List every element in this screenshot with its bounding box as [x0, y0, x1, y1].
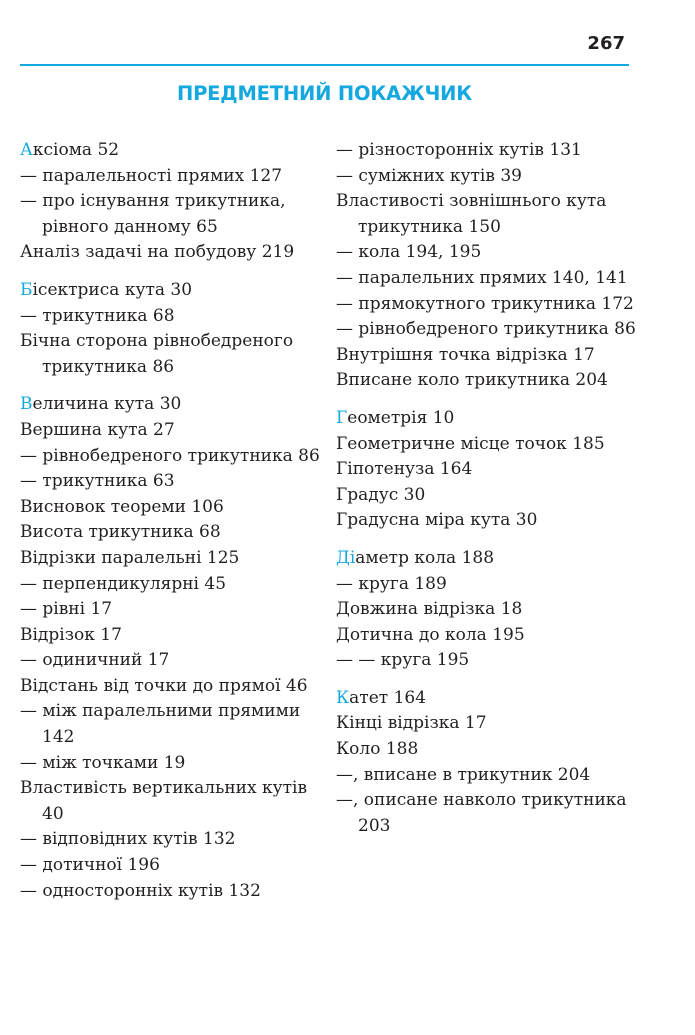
index-entry [336, 266, 646, 292]
index-entry-text: аметр кола 188 [355, 547, 495, 568]
index-entry-text: Вписане коло трикутника 204 [336, 370, 608, 391]
index-entry-text: Бічна сторона рівнобедреного трикутника 86 [20, 331, 294, 377]
header-rule [20, 64, 629, 66]
index-entry [336, 483, 646, 509]
index-entry [336, 368, 646, 394]
section-initial-letter: К [336, 687, 350, 708]
index-entry [20, 879, 320, 905]
index-entry-text: еличина кута 30 [32, 394, 182, 415]
index-entry-text: — трикутника 68 [20, 305, 175, 326]
index-entry-text: — перпендикулярні 45 [20, 573, 227, 594]
index-entry [336, 317, 646, 343]
section-initial-letter: В [20, 394, 33, 415]
index-entry [336, 711, 646, 737]
index-entry-text: Відрізок 17 [20, 624, 122, 645]
index-column-left [20, 138, 320, 904]
section-initial-letter: Г [336, 407, 348, 428]
index-entry-text: — трикутника 63 [20, 471, 175, 492]
section-initial-letter: А [20, 140, 33, 160]
index-entry [20, 597, 320, 623]
index-entry [336, 648, 646, 674]
index-entry [336, 292, 646, 318]
index-entry [336, 788, 646, 839]
index-entry-text: ісектриса кута 30 [32, 279, 193, 300]
index-entry-text: Кінці відрізка 17 [336, 713, 487, 734]
index-entry-text: — кола 194, 195 [336, 242, 482, 263]
index-entry [20, 495, 320, 521]
index-entry-text: ксіома 52 [32, 140, 120, 160]
index-entry-text: Внутрішня точка відрізка 17 [336, 344, 595, 365]
index-entry [20, 853, 320, 879]
index-entry [336, 189, 646, 240]
index-entry-text: атет 164 [349, 687, 427, 708]
index-entry [20, 827, 320, 853]
index-entry-text: Відрізки паралельні 125 [20, 547, 240, 568]
index-entry-text: — односторонніх кутів 132 [20, 880, 261, 901]
index-entry [20, 546, 320, 572]
index-entry [20, 392, 320, 418]
index-entry-text: — про існування трикутника, рівного данному 65 [20, 191, 286, 237]
index-entry-text: Висота трикутника 68 [20, 522, 221, 543]
index-entry [20, 164, 320, 190]
index-entry [20, 751, 320, 777]
index-entry-text: Довжина відрізка 18 [336, 599, 523, 620]
index-entry-text: Аналіз задачі на побудову 219 [20, 242, 295, 263]
index-entry-text: — суміжних кутів 39 [336, 165, 522, 186]
index-entry-text: — між паралельними прямими 142 [20, 701, 301, 748]
index-entry-text: — паралельних прямих 140, 141 [336, 267, 628, 288]
index-entry [336, 508, 646, 534]
index-entry [336, 572, 646, 598]
index-entry-text: — рівні 17 [20, 599, 113, 620]
index-entry-text: — одиничний 17 [20, 650, 170, 671]
page-number: 267 [587, 33, 625, 54]
index-entry-text: Властивості зовнішнього кута трикутника 150 [336, 191, 607, 237]
index-entry-text: Коло 188 [336, 739, 419, 760]
index-entry-text: — дотичної 196 [20, 855, 160, 876]
index-entry-text: — круга 189 [336, 573, 447, 594]
index-entry [336, 623, 646, 649]
index-entry-text: —, вписане в трикутник 204 [336, 764, 591, 785]
index-entry [20, 776, 320, 827]
section-initial-letter: Б [20, 279, 33, 300]
index-entry-text: — паралельності прямих 127 [20, 165, 283, 186]
index-entry [20, 520, 320, 546]
index-entry-text: Властивість вертикальних кутів 40 [20, 778, 308, 824]
index-entry-text: — — круга 195 [336, 650, 470, 671]
page-title: ПРЕДМЕТНИЙ ПОКАЖЧИК [176, 82, 473, 105]
index-entry [336, 737, 646, 763]
index-entry [20, 444, 320, 470]
index-entry [20, 418, 320, 444]
index-entry-text: Градусна міра кута 30 [336, 510, 538, 531]
index-entry [20, 674, 320, 700]
section-initial-letter: Ді [336, 547, 356, 568]
index-entry-text: Вершина кута 27 [20, 419, 175, 440]
index-entry [336, 406, 646, 432]
index-entry-text: — рівнобедреного трикутника 86 [336, 319, 636, 340]
index-entry [336, 546, 646, 572]
index-entry-text: Висновок теореми 106 [20, 496, 224, 517]
index-entry [336, 343, 646, 369]
index-entry [336, 138, 646, 164]
index-entry-text: —, описане навколо трикутника 203 [336, 790, 627, 836]
index-entry-text: еометрія 10 [347, 407, 455, 428]
index-entry [336, 686, 646, 712]
index-entry [20, 648, 320, 674]
index-entry-text: Гіпотенуза 164 [336, 459, 473, 480]
index-column-right [336, 138, 646, 839]
index-entry [20, 304, 320, 330]
index-entry-text: — різносторонніх кутів 131 [336, 140, 582, 160]
index-entry [336, 164, 646, 190]
index-entry [20, 278, 320, 304]
index-entry [20, 189, 320, 240]
index-entry [20, 469, 320, 495]
index-entry-text: — прямокутного трикутника 172 [336, 293, 634, 314]
index-entry [20, 699, 320, 750]
index-entry [336, 432, 646, 458]
index-entry-text: Дотична до кола 195 [336, 624, 525, 645]
index-entry-text: Градус 30 [336, 484, 426, 505]
index-entry [20, 138, 320, 164]
index-entry-text: — рівнобедреного трикутника 86 [20, 445, 320, 466]
index-entry [336, 763, 646, 789]
index-entry [336, 240, 646, 266]
index-entry [20, 329, 320, 380]
index-entry-text: — між точками 19 [20, 752, 186, 773]
index-entry-text: Геометричне місце точок 185 [336, 433, 605, 454]
index-entry-text: Відстань від точки до прямої 46 [20, 675, 308, 696]
index-entry [20, 240, 320, 266]
index-entry-text: — відповідних кутів 132 [20, 829, 236, 850]
index-entry [20, 623, 320, 649]
index-entry [336, 597, 646, 623]
index-entry [336, 457, 646, 483]
index-entry [20, 572, 320, 598]
